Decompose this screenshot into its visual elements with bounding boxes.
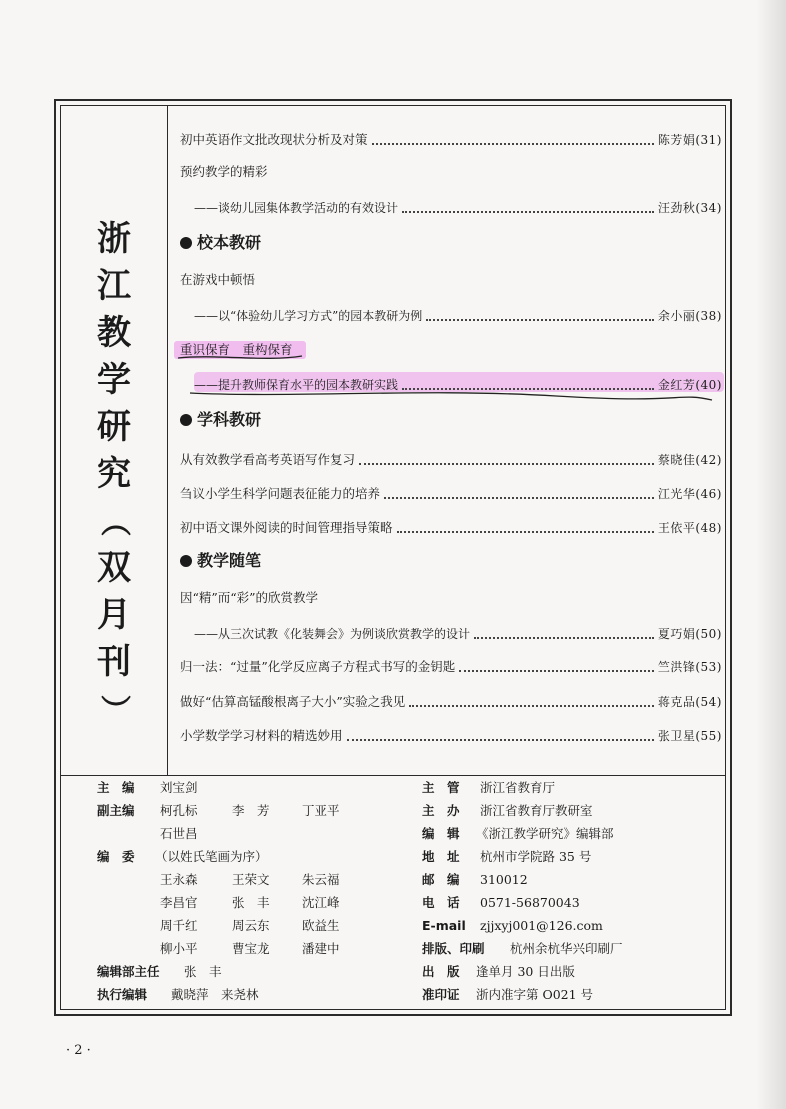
committee-member: 沈江峰: [302, 895, 340, 910]
section-heading: [180, 232, 261, 254]
printing-label: 排版、印刷: [422, 941, 485, 956]
section-heading: [180, 550, 261, 572]
deputy-label: 副主编: [97, 803, 135, 818]
title-char: （: [96, 506, 132, 537]
committee-member: 周云东: [232, 918, 270, 933]
address-label: 地 址: [422, 849, 460, 864]
toc-author-page: 蔡晓佳(42): [657, 453, 722, 467]
toc-title[interactable]: 重识保育 重构保育: [180, 342, 293, 357]
committee-member: 欧益生: [302, 918, 340, 933]
committee-member: 李昌官: [160, 895, 198, 910]
toc-title: 做好“估算高锰酸根离子大小”实验之我见: [180, 694, 406, 709]
toc-author-page: 余小丽(38): [657, 309, 722, 323]
toc-author-page: 竺洪锋(53): [657, 660, 722, 674]
committee-note: （以姓氏笔画为序）: [155, 849, 268, 864]
chief-editor: 刘宝剑: [160, 780, 198, 795]
toc-leader: [402, 211, 654, 213]
publish-label: 出 版: [422, 964, 460, 979]
committee-label: 编 委: [97, 849, 135, 864]
deputy-editor: 李 芳: [232, 803, 270, 818]
toc-leader: [372, 143, 654, 145]
toc-title: 归一法：“过量”化学反应离子方程式书写的金钥匙: [180, 659, 456, 674]
toc-subtitle: ——提升教师保育水平的园本教研实践: [194, 378, 399, 392]
sponsor-label: 主 办: [422, 803, 460, 818]
editor-label: 编 辑: [422, 826, 460, 841]
toc-subtitle: ——谈幼儿园集体教学活动的有效设计: [194, 201, 399, 215]
committee-member: 柳小平: [160, 941, 198, 956]
bullet-icon: [180, 555, 192, 567]
phone: 0571-56870043: [480, 895, 580, 910]
section-label: 校本教研: [197, 233, 262, 252]
toc-subtitle: ——以“体验幼儿学习方式”的园本教研为例: [194, 309, 423, 323]
deputy-editor: 石世昌: [160, 826, 198, 841]
toc-leader: [347, 739, 654, 741]
toc-title: 初中语文课外阅读的时间管理指导策略: [180, 520, 393, 535]
pen-underline: [176, 354, 721, 414]
title-char: 教: [97, 313, 131, 353]
toc-entry[interactable]: [180, 447, 722, 469]
toc-author-page: 夏巧娟(50): [657, 627, 722, 641]
title-char: 月: [97, 595, 131, 635]
committee-member: 曹宝龙: [232, 941, 270, 956]
email-label: E-mail: [422, 918, 466, 933]
title-char: 究: [97, 454, 131, 494]
supervisor: 浙江省教育厅: [480, 780, 556, 795]
printing: 杭州余杭华兴印刷厂: [510, 941, 623, 956]
phone-label: 电 话: [422, 895, 460, 910]
supervisor-label: 主 管: [422, 780, 460, 795]
toc-subtitle: ——从三次试教《化装舞会》为例谈欣赏教学的设计: [194, 627, 471, 641]
committee-member: 张 丰: [232, 895, 270, 910]
sponsor: 浙江省教育厅教研室: [480, 803, 593, 818]
section-label: 教学随笔: [197, 551, 262, 570]
title-char: 江: [97, 266, 131, 306]
toc-entry[interactable]: [180, 195, 722, 217]
chief-editor-label: 主 编: [97, 780, 135, 795]
title-char: 浙: [97, 219, 131, 259]
deputy-editor: 丁亚平: [302, 803, 340, 818]
committee-member: 王永森: [160, 872, 198, 887]
committee-member: 潘建中: [302, 941, 340, 956]
bullet-icon: [180, 237, 192, 249]
section-heading: [180, 409, 261, 431]
title-char: 双: [97, 548, 131, 588]
toc-title: 初中英语作文批改现状分析及对策: [180, 132, 368, 147]
deputy-editor: 柯孔标: [160, 803, 198, 818]
toc-leader: [384, 497, 654, 499]
toc-entry[interactable]: [180, 621, 722, 643]
toc-author-page: 汪劲秋(34): [657, 201, 722, 215]
toc-leader: [426, 319, 654, 321]
toc-leader: [397, 531, 654, 533]
masthead-title: [75, 216, 153, 733]
office-head: 张 丰: [184, 964, 222, 979]
toc-leader: [409, 705, 654, 707]
toc-entry[interactable]: [180, 689, 722, 711]
permit: 浙内准字第 O021 号: [476, 987, 594, 1002]
committee-member: 王荣文: [232, 872, 270, 887]
page-edge-shadow: [756, 0, 786, 1109]
toc-title: 刍议小学生科学问题表征能力的培养: [180, 486, 381, 501]
toc-author-page: 张卫星(55): [657, 729, 722, 743]
title-char: 研: [97, 407, 131, 447]
section-label: 学科教研: [197, 410, 262, 429]
title-char: 学: [97, 360, 131, 400]
toc-leader: [459, 670, 654, 672]
page-number: · 2 ·: [66, 1043, 91, 1058]
toc-title: 从有效教学看高考英语写作复习: [180, 452, 356, 467]
permit-label: 准印证: [422, 987, 460, 1002]
toc-title[interactable]: 预约教学的精彩: [180, 164, 268, 179]
address: 杭州市学院路 35 号: [480, 849, 592, 864]
toc-title: 小学数学学习材料的精选妙用: [180, 728, 343, 743]
toc-entry[interactable]: [180, 127, 722, 149]
toc-entry[interactable]: [180, 303, 722, 325]
editor: 《浙江教学研究》编辑部: [476, 826, 614, 841]
toc-entry[interactable]: [180, 654, 722, 676]
toc-title[interactable]: 因“精”而“彩”的欣赏教学: [180, 590, 319, 605]
office-head-label: 编辑部主任: [97, 964, 160, 979]
exec-editors: 戴晓萍 来尧林: [171, 987, 259, 1002]
toc-entry[interactable]: [180, 481, 722, 503]
exec-editor-label: 执行编辑: [97, 987, 148, 1002]
page-frame: [54, 99, 732, 1016]
title-char: ）: [96, 694, 132, 725]
email[interactable]: zjjxyj001@126.com: [480, 918, 603, 933]
toc-leader: [359, 463, 654, 465]
toc-author-page: 蒋克品(54): [657, 695, 722, 709]
publish-schedule: 逢单月 30 日出版: [476, 964, 575, 979]
committee-member: 周千红: [160, 918, 198, 933]
toc-leader: [474, 637, 654, 639]
toc-author-page: 金红芳(40): [657, 378, 722, 392]
toc-author-page: 王依平(48): [657, 521, 722, 535]
toc-entry[interactable]: [180, 515, 722, 537]
committee-member: 朱云福: [302, 872, 340, 887]
toc-title[interactable]: 在游戏中顿悟: [180, 272, 256, 287]
toc-entry[interactable]: [180, 723, 722, 745]
column-divider: [167, 106, 168, 775]
bullet-icon: [180, 414, 192, 426]
colophon-divider: [61, 775, 725, 776]
title-char: 刊: [97, 642, 131, 682]
postcode: 310012: [480, 872, 528, 887]
postcode-label: 邮 编: [422, 872, 460, 887]
toc-author-page: 江光华(46): [657, 487, 722, 501]
toc-author-page: 陈芳娟(31): [657, 133, 722, 147]
